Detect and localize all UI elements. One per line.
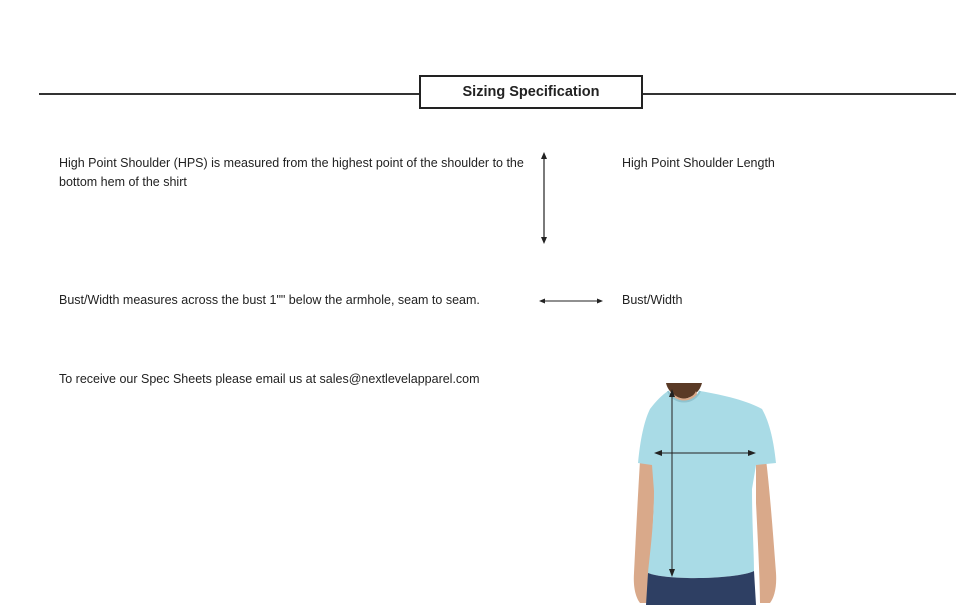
hps-description: High Point Shoulder (HPS) is measured from the highest point of the shoulder to the bottom hem of the shirt — [59, 156, 524, 189]
tshirt-measurement-figure — [628, 383, 788, 605]
horizontal-double-arrow-icon — [539, 294, 603, 308]
tshirt-body — [638, 391, 776, 578]
vertical-double-arrow-icon — [536, 152, 552, 244]
hps-label: High Point Shoulder Length — [622, 156, 775, 170]
bust-description: Bust/Width measures across the bust 1"" below the armhole, seam to seam. — [59, 293, 480, 307]
spec-sheet-contact-note: To receive our Spec Sheets please email us at sales@nextlevelapparel.com — [59, 372, 480, 386]
header-rule-left — [39, 93, 420, 95]
model-right-arm — [756, 459, 776, 603]
header-rule-right — [641, 93, 956, 95]
page-title: Sizing Specification — [419, 75, 643, 109]
bust-label: Bust/Width — [622, 293, 683, 307]
